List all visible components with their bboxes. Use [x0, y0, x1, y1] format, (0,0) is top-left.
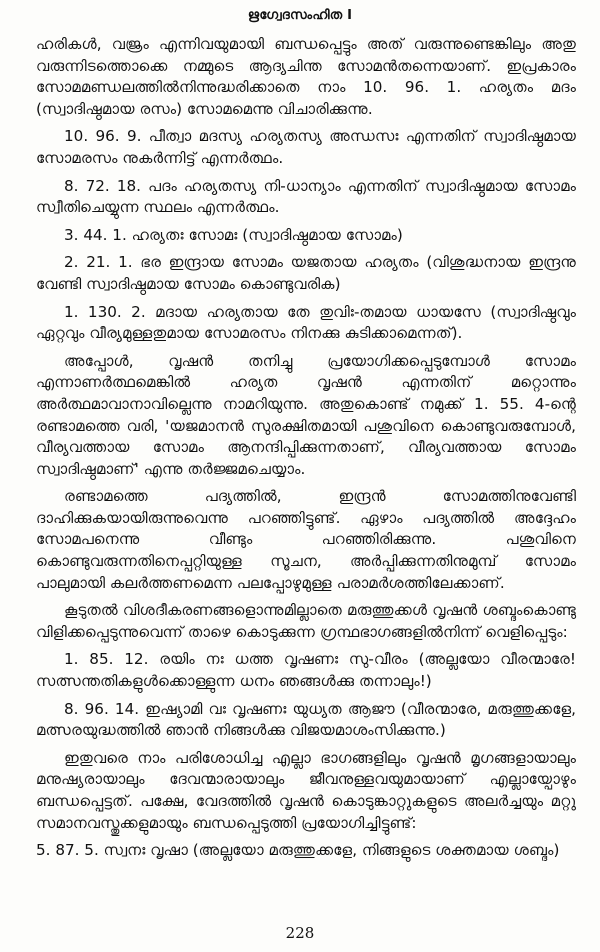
running-header: ഋഗ്വേദസംഹിത I	[247, 8, 353, 23]
paragraph: 10. 96. 9. പീത്വാ മദസ്യ ഹര്യതസ്യ അന്ധസഃ എന്നതിന് സ്വാദിഷ്ഠമായ സോമരസം നുകർന്നിട്ട് എന്നർത്ഥം.	[36, 127, 576, 167]
paragraph: 5. 87. 5. സ്വനഃ വൃഷാ (അല്ലയോ മരുത്തുക്കളേ, നിങ്ങളുടെ ശക്തമായ ശബ്ദം)	[36, 841, 560, 860]
paragraph: 3. 44. 1. ഹര്യതഃ സോമഃ (സ്വാദിഷ്ഠമായ സോമം)	[64, 225, 403, 244]
paragraph: കൂടുതൽ വിശദീകരണങ്ങളൊന്നുമില്ലാതെ മരുത്തുക്കൾ വൃഷൻ ശബ്ദംകൊണ്ടു വിളിക്കപ്പെടുന്നുവെന്ന് താഴെ കൊടുക്കുന്ന ഗ്രന്ഥഭാഗങ്ങളിൽനിന്ന് വെളിപ്പെടും:	[36, 601, 576, 641]
page-body	[36, 34, 576, 868]
paragraph: 1. 130. 2. മദായ ഹര്യതായ തേ തുവിഃ-തമായ ധായസേ (സ്വാദിഷ്ഠവും ഏറ്റവും വീര്യമുള്ളതുമായ സോമരസം നിനക്കു കുടിക്കാമെന്നത്).	[36, 302, 576, 343]
paragraph: അപ്പോൾ, വൃഷൻ തനിച്ചു പ്രയോഗിക്കപ്പെടുമ്പോൾ സോമം എന്നാണർത്ഥമെങ്കിൽ ഹര്യത വൃഷൻ എന്നതിന് മറ്റൊന്നും അർത്ഥമാവാനാവില്ലെന്നു നാമറിയുന്നു. അതുകൊണ്ട് നമുക്ക് 1. 55. 4-ന്റെ രണ്ടാമത്തെ വരി, 'യജമാനൻ സുരക്ഷിതമായി പശുവിനെ കൊണ്ടുവരുമ്പോൾ, വീര്യവത്തായ സോമം ആനന്ദിപ്പിക്കുന്നതാണ്, വീര്യവത്തായ സോമം സ്വാദിഷ്ഠമാണ്' എന്നു തർജ്ജമചെയ്യാം.	[36, 351, 576, 478]
paragraph: 8. 96. 14. ഇഷ്യാമി വഃ വൃഷണഃ യുധ്യത ആജൗ (വീരന്മാരേ, മരുത്തുക്കളേ, മത്സരയുദ്ധത്തിൽ ഞാൻ നിങ്ങൾക്കു വിജയമാശംസിക്കുന്നു.)	[36, 699, 576, 740]
paragraph: 1. 85. 12. രയിം നഃ ധത്ത വൃഷണഃ സു-വീരം (അല്ലയോ വീരന്മാരേ! സത്സന്തതികളുൾക്കൊള്ളുന്ന ധനം ഞങ്ങൾക്കു തന്നാലും!)	[36, 650, 576, 691]
paragraph: 8. 72. 18. പദം ഹര്യതസ്യ നി-ധാന്യാം എന്നതിന് സ്വാദിഷ്ഠമായ സോമം സ്വീതിചെയ്യുന്ന സ്ഥലം എന്നർത്ഥം.	[36, 176, 576, 217]
paragraph: 2. 21. 1. ഭര ഇന്ദ്രായ സോമം യജതായ ഹര്യതം (വിശുദ്ധനായ ഇന്ദ്രനു വേണ്ടി സ്വാദിഷ്ഠമായ സോമം കൊണ്ടുവരിക)	[36, 253, 576, 293]
paragraph: ഇതുവരെ നാം പരിശോധിച്ച എല്ലാ ഭാഗങ്ങളിലും വൃഷൻ മൃഗങ്ങളായാലും മനുഷ്യരായാലും ദേവന്മാരായാലും ജീവനുള്ളവയുമായാണ് എല്ലായ്പോഴും ബന്ധപ്പെട്ടത്. പക്ഷേ, വേദത്തിൽ വൃഷൻ കൊടുങ്കാറ്റുകളുടെ അലർച്ചയും മറ്റു സമാനവസ്തുക്കളുമായും ബന്ധപ്പെടുത്തി പ്രയോഗിച്ചിട്ടുണ്ട്:	[36, 748, 576, 832]
page-number: 228	[285, 924, 315, 942]
paragraph: ഹരികൾ, വജ്രം എന്നിവയുമായി ബന്ധപ്പെട്ടും അത് വരുന്നുണ്ടെങ്കിലും അതു വരുന്നിടത്തൊക്കെ നമ്മുടെ ആദ്യചിന്ത സോമൻതന്നെയാണ്. ഇപ്രകാരം സോമമണ്ഡലത്തിൽനിന്നുദ്ധരിക്കാതെ നാം 10. 96. 1. ഹര്യതം മദം (സ്വാദിഷ്ഠമായ രസം) സോമമെന്നു വിചാരിക്കുന്നു.	[36, 35, 576, 118]
paragraph: രണ്ടാമത്തെ പദ്യത്തിൽ, ഇന്ദ്രൻ സോമത്തിനുവേണ്ടി ദാഹിക്കുകയായിരുന്നുവെന്നു പറഞ്ഞിട്ടുണ്ട്. ഏഴാം പദ്യത്തിൽ അദ്ദേഹം സോമപനെന്നു വീണ്ടും പറഞ്ഞിരിക്കുന്നു. പശുവിനെ കൊണ്ടുവരുന്നതിനെപ്പറ്റിയുള്ള സൂചന, അർപ്പിക്കുന്നതിനുമുമ്പ് സോമം പാലുമായി കലർത്തണമെന്ന പലപ്പോഴുമുള്ള പരാമർശത്തിലേക്കാണ്.	[36, 487, 576, 592]
